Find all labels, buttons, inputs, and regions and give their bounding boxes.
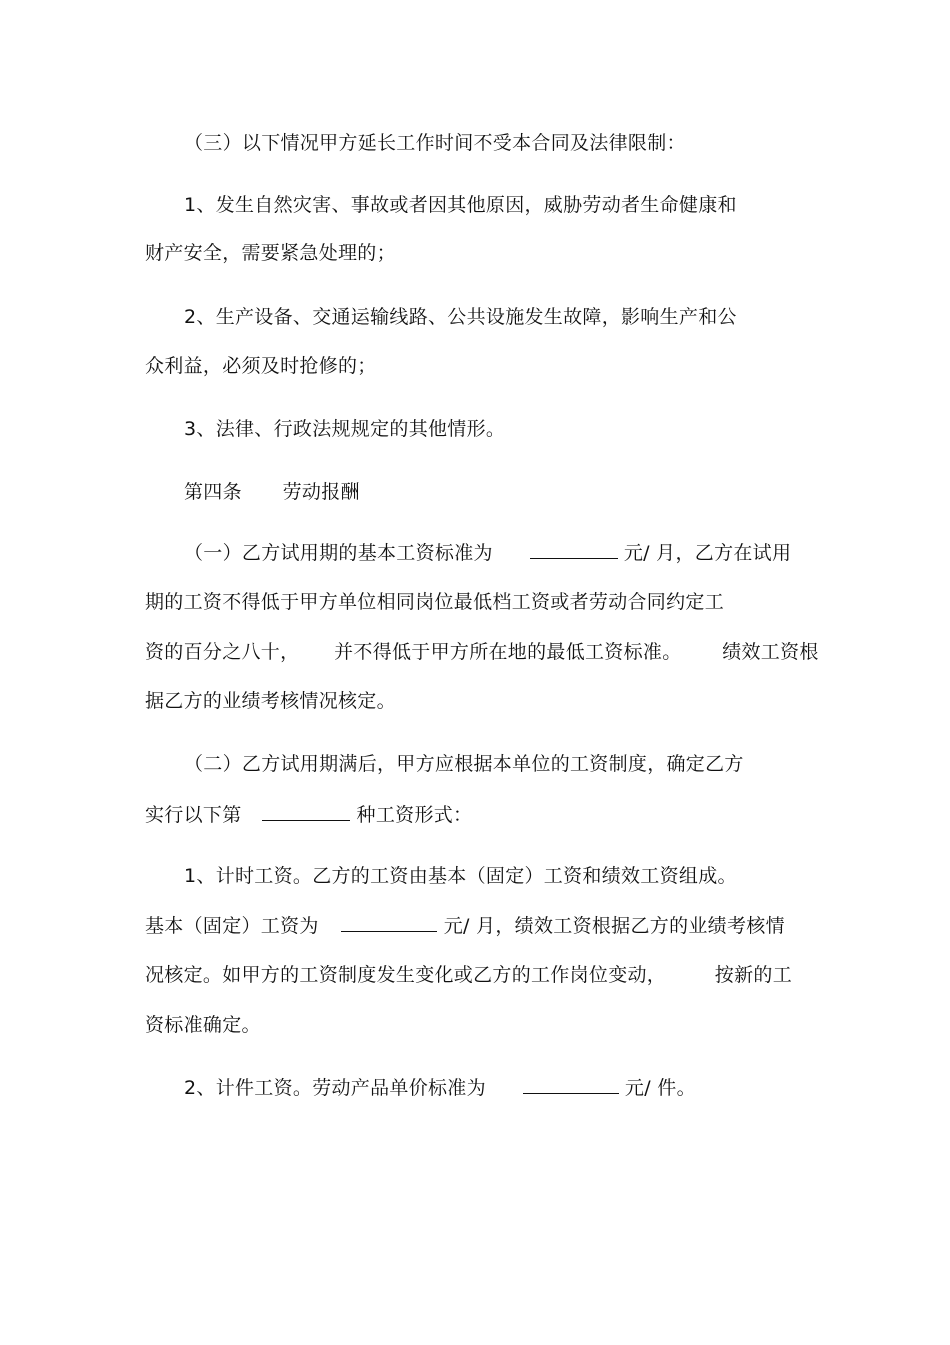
clause-3-3-item-3: 3、法律、行政法规规定的其他情形。 bbox=[184, 418, 506, 440]
article-4-2-line-1: （二）乙方试用期满后，甲方应根据本单位的工资制度，确定乙方 bbox=[184, 753, 744, 775]
article-4-2-line-2: 实行以下第 种工资形式： bbox=[145, 804, 473, 826]
clause-3-3-item-1-line-1: 1、发生自然灾害、事故或者因其他原因，威胁劳动者生命健康和 bbox=[184, 194, 737, 216]
wage-form-number-blank[interactable] bbox=[262, 802, 350, 821]
probation-wage-blank[interactable] bbox=[530, 540, 618, 559]
base-wage-blank[interactable] bbox=[341, 913, 437, 932]
clause-3-3-item-1-line-2: 财产安全，需要紧急处理的； bbox=[145, 242, 396, 264]
article-4-heading: 第四条 劳动报酬 bbox=[184, 481, 360, 503]
clause-3-3-heading: （三）以下情况甲方延长工作时间不受本合同及法律限制： bbox=[184, 132, 686, 154]
article-4-1-line-4: 据乙方的业绩考核情况核定。 bbox=[145, 690, 396, 712]
article-4-2-item-1-line-4: 资标准确定。 bbox=[145, 1014, 261, 1036]
clause-3-3-item-2-line-2: 众利益，必须及时抢修的； bbox=[145, 355, 377, 377]
article-4-2-item-1-line-1: 1、计时工资。乙方的工资由基本（固定）工资和绩效工资组成。 bbox=[184, 865, 737, 887]
article-4-1-line-1: （一）乙方试用期的基本工资标准为 元/ 月，乙方在试用 bbox=[184, 542, 792, 564]
clause-3-3-item-2-line-1: 2、生产设备、交通运输线路、公共设施发生故障，影响生产和公 bbox=[184, 306, 737, 328]
article-4-1-line-2: 期的工资不得低于甲方单位相同岗位最低档工资或者劳动合同约定工 bbox=[145, 591, 725, 613]
article-4-2-item-1-line-3: 况核定。如甲方的工资制度发生变化或乙方的工作岗位变动， 按新的工 bbox=[145, 964, 792, 986]
article-4-1-line-3: 资的百分之八十， 并不得低于甲方所在地的最低工资标准。 绩效工资根 bbox=[145, 641, 819, 663]
article-4-2-item-1-line-2: 基本（固定）工资为 元/ 月，绩效工资根据乙方的业绩考核情 bbox=[145, 915, 785, 937]
piece-rate-blank[interactable] bbox=[523, 1075, 619, 1094]
article-4-2-item-2: 2、计件工资。劳动产品单价标准为 元/ 件。 bbox=[184, 1077, 696, 1099]
